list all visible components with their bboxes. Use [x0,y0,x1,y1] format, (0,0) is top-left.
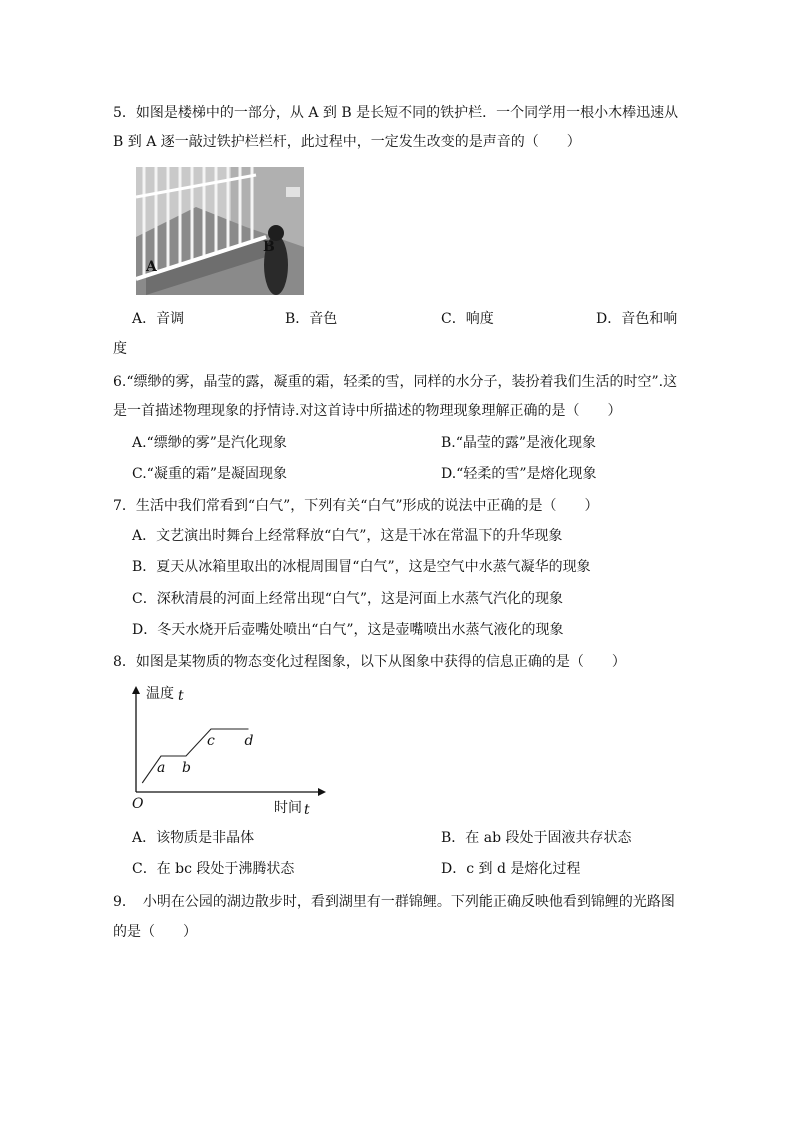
x-axis-variable: t [304,802,310,818]
q8-option-d[interactable]: D．c 到 d 是熔化过程 [441,861,581,877]
q9-line-1: 9． 小明在公园的湖边散步时，看到湖里有一群锦鲤。下列能正确反映他看到锦鲤的光路图 [113,894,675,910]
state-change-chart [122,682,332,822]
q7-option-b[interactable]: B．夏天从冰箱里取出的冰棍周围冒“白气”，这是空气中水蒸气凝华的现象 [132,559,591,575]
q9-line-2: 的是（ ） [113,924,197,940]
q5-line-1: 5．如图是楼梯中的一部分，从 A 到 B 是长短不同的铁护栏．一个同学用一根小木棒迅速从 [113,105,679,121]
q8-option-a[interactable]: A．该物质是非晶体 [132,830,255,846]
x-axis-label: 时间 [274,800,302,816]
q8-option-c[interactable]: C．在 bc 段处于沸腾状态 [132,861,295,877]
point-label-c: c [207,733,215,749]
q8-line-1: 8．如图是某物质的物态变化过程图象，以下从图象中获得的信息正确的是（ ） [113,654,626,670]
y-axis-label: 温度 [146,686,174,702]
q5-option-d[interactable]: D．音色和响 [596,311,678,327]
point-label-a: a [157,760,166,776]
origin-label: O [132,796,144,812]
q7-option-c[interactable]: C．深秋清晨的河面上经常出现“白气”，这是河面上水蒸气汽化的现象 [132,591,564,607]
q7-option-d[interactable]: D．冬天水烧开后壶嘴处喷出“白气”，这是壶嘴喷出水蒸气液化的现象 [132,622,564,638]
photo-label-b: B [263,239,275,255]
q6-option-a[interactable]: A.“缥缈的雾”是汽化现象 [132,435,287,451]
y-axis-variable: t [178,688,184,704]
staircase-illustration [136,167,304,295]
q5-line-2: B 到 A 逐一敲过铁护栏栏杆，此过程中，一定发生改变的是声音的（ ） [113,134,581,150]
photo-label-a: A [146,259,157,275]
q6-line-2: 是一首描述物理现象的抒情诗.对这首诗中所描述的物理现象理解正确的是（ ） [113,403,622,419]
q8-option-b[interactable]: B．在 ab 段处于固液共存状态 [441,830,632,846]
y-axis-arrow [132,686,140,694]
q5-option-c[interactable]: C．响度 [441,311,494,327]
q7-line-1: 7．生活中我们常看到“白气”，下列有关“白气”形成的说法中正确的是（ ） [113,498,599,514]
x-axis-arrow [318,788,326,796]
q6-line-1: 6.“缥缈的雾，晶莹的露，凝重的霜，轻柔的雪，同样的水分子，装扮着我们生活的时空”.这 [113,374,678,390]
staircase-photo [136,167,304,295]
q6-option-c[interactable]: C.“凝重的霜”是凝固现象 [132,466,287,482]
point-label-d: d [244,733,254,749]
q5-option-a[interactable]: A．音调 [132,311,185,327]
state-change-graph [122,682,332,818]
q5-option-b[interactable]: B．音色 [285,311,338,327]
point-label-b: b [182,760,191,776]
q6-option-b[interactable]: B.“晶莹的露”是液化现象 [441,435,597,451]
q6-option-d[interactable]: D.“轻柔的雪”是熔化现象 [441,466,597,482]
q7-option-a[interactable]: A．文艺演出时舞台上经常释放“白气”，这是干冰在常温下的升华现象 [132,528,563,544]
q5-option-d-wrap: 度 [113,341,127,357]
